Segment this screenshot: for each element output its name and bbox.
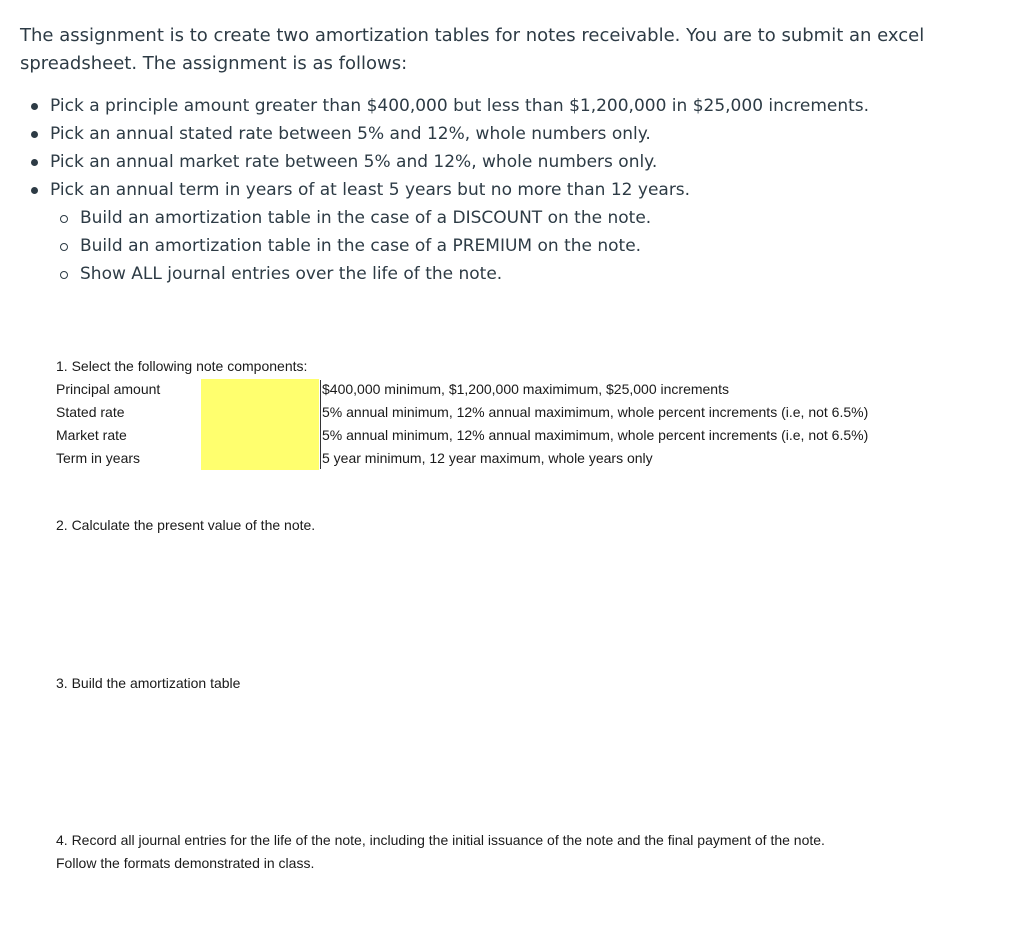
stated-rate-label: Stated rate xyxy=(56,404,125,420)
sub-list-item: Build an amortization table in the case of a DISCOUNT on the note. xyxy=(50,204,869,232)
requirements-list xyxy=(24,92,869,288)
sub-list xyxy=(50,204,869,288)
list-item: Pick an annual stated rate between 5% and 12%, whole numbers only. xyxy=(24,120,869,148)
step-2: 2. Calculate the present value of the note. xyxy=(56,517,316,533)
market-rate-description: 5% annual minimum, 12% annual maximimum, whole percent increments (i.e, not 6.5%) xyxy=(322,427,869,443)
intro-paragraph: The assignment is to create two amortization tables for notes receivable. You are to submit an excel spreadsheet. The assignment is as follows: xyxy=(20,25,925,74)
step-3: 3. Build the amortization table xyxy=(56,675,241,691)
stated-rate-description: 5% annual minimum, 12% annual maximimum, whole percent increments (i.e, not 6.5%) xyxy=(322,404,869,420)
list-item-text: Pick an annual term in years of at least 5 years but no more than 12 years. xyxy=(50,180,691,200)
market-rate-label: Market rate xyxy=(56,427,127,443)
step-4-line-2: Follow the formats demonstrated in class. xyxy=(56,855,315,871)
term-label: Term in years xyxy=(56,450,141,466)
list-item xyxy=(24,176,869,288)
input-cells xyxy=(201,379,319,470)
list-item: Pick a principle amount greater than $400,000 but less than $1,200,000 in $25,000 increments. xyxy=(24,92,869,120)
sub-list-item: Build an amortization table in the case of a PREMIUM on the note. xyxy=(50,232,869,260)
sub-list-item: Show ALL journal entries over the life of the note. xyxy=(50,260,869,288)
term-description: 5 year minimum, 12 year maximum, whole years only xyxy=(322,450,653,466)
principal-label: Principal amount xyxy=(56,381,161,397)
cell-border xyxy=(320,380,321,469)
list-item: Pick an annual market rate between 5% and 12%, whole numbers only. xyxy=(24,148,869,176)
step-1-title: 1. Select the following note components: xyxy=(56,358,308,374)
principal-description: $400,000 minimum, $1,200,000 maximimum, $25,000 increments xyxy=(322,381,729,397)
step-4-line-1: 4. Record all journal entries for the life of the note, including the initial issuance of the note and the final payment of the note. xyxy=(56,832,825,848)
